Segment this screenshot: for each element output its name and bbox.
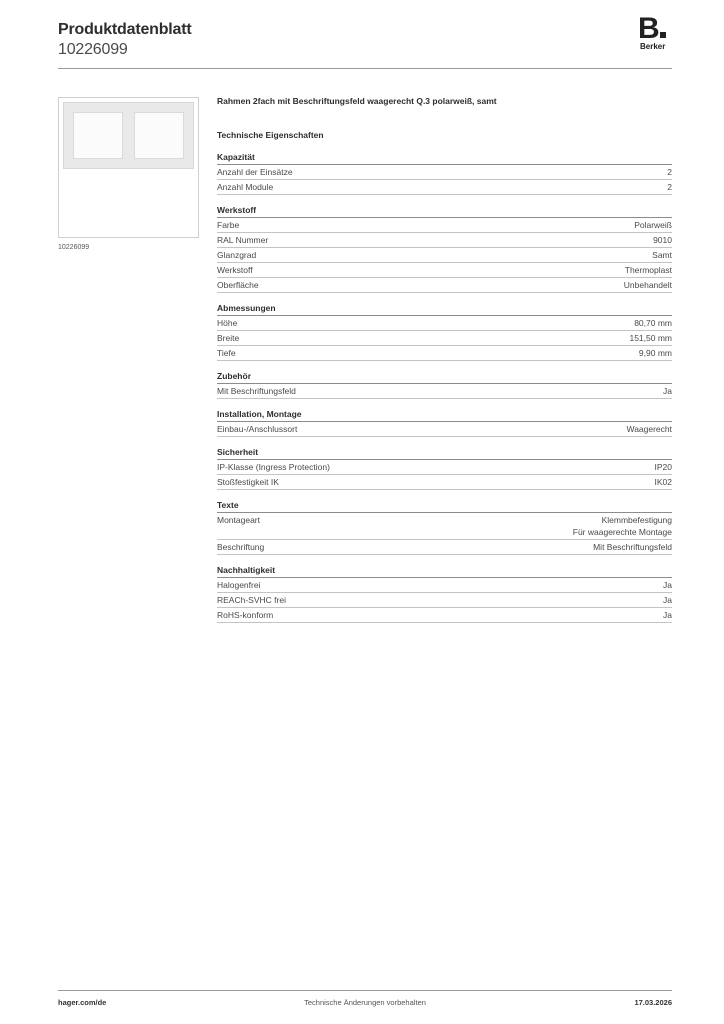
spec-row <box>217 248 672 263</box>
spec-row <box>217 180 672 195</box>
spec-row <box>217 384 672 399</box>
spec-section <box>217 447 672 490</box>
spec-row <box>217 422 672 437</box>
spec-label: REACh-SVHC frei <box>217 595 286 605</box>
header-divider <box>58 68 672 69</box>
spec-value-line: Ja <box>663 610 672 620</box>
spec-row <box>217 513 672 540</box>
spec-value-line: Unbehandelt <box>623 280 672 290</box>
product-image <box>58 97 199 238</box>
spec-value <box>663 609 672 621</box>
spec-section <box>217 205 672 293</box>
frame-opening-left <box>73 112 123 159</box>
spec-value <box>624 279 672 291</box>
spec-label: Beschriftung <box>217 542 265 552</box>
spec-label: Mit Beschriftungsfeld <box>217 386 296 396</box>
spec-value <box>634 219 672 231</box>
spec-label: Einbau-/Anschlussort <box>217 424 298 434</box>
spec-value-line: Ja <box>663 580 672 590</box>
spec-label: Tiefe <box>217 348 236 358</box>
footer-disclaimer: Technische Änderungen vorbehalten <box>304 998 426 1007</box>
page-title: Produktdatenblatt <box>58 21 192 38</box>
spec-row <box>217 540 672 555</box>
spec-value-line: Klemmbefestigung <box>601 515 672 525</box>
spec-value-line: 9,90 mm <box>638 348 672 358</box>
spec-value <box>667 181 672 193</box>
spec-row <box>217 346 672 361</box>
spec-value-line: 9010 <box>653 235 672 245</box>
spec-label: Höhe <box>217 318 238 328</box>
spec-row <box>217 331 672 346</box>
spec-row <box>217 218 672 233</box>
spec-row <box>217 278 672 293</box>
spec-value-line: 80,70 mm <box>634 318 672 328</box>
title-block <box>58 20 192 59</box>
spec-label: Stoßfestigkeit IK <box>217 477 279 487</box>
spec-row <box>217 593 672 608</box>
footer-date: 17.03.2026 <box>634 998 672 1007</box>
section-title: Nachhaltigkeit <box>217 565 672 578</box>
section-title: Installation, Montage <box>217 409 672 422</box>
spec-value <box>593 541 672 553</box>
section-title: Zubehör <box>217 371 672 384</box>
spec-section <box>217 500 672 555</box>
section-title: Sicherheit <box>217 447 672 460</box>
spec-value <box>655 476 673 488</box>
logo-letter: B <box>638 16 674 42</box>
spec-value-line: Polarweiß <box>634 220 672 230</box>
spec-value-line: Mit Beschriftungsfeld <box>593 542 672 552</box>
frame-opening-right <box>134 112 184 159</box>
spec-value <box>663 594 672 606</box>
spec-value-line: Ja <box>663 595 672 605</box>
spec-label: Werkstoff <box>217 265 253 275</box>
spec-value-line: Ja <box>663 386 672 396</box>
spec-section <box>217 565 672 623</box>
spec-sections <box>217 152 672 623</box>
frame-illustration <box>63 102 194 169</box>
spec-value-line: Waagerecht <box>626 424 672 434</box>
spec-row <box>217 263 672 278</box>
spec-row <box>217 578 672 593</box>
spec-label: RAL Nummer <box>217 235 269 245</box>
spec-label: Montageart <box>217 515 260 525</box>
spec-value-line: IK02 <box>654 477 672 487</box>
spec-label: IP-Klasse (Ingress Protection) <box>217 462 330 472</box>
spec-value <box>634 317 672 329</box>
spec-value <box>639 347 672 359</box>
spec-label: Anzahl der Einsätze <box>217 167 293 177</box>
spec-row <box>217 475 672 490</box>
spec-value <box>652 249 672 261</box>
spec-value <box>655 461 673 473</box>
section-title: Kapazität <box>217 152 672 165</box>
spec-label: Glanzgrad <box>217 250 257 260</box>
spec-value <box>629 332 672 344</box>
logo-dot <box>660 32 666 38</box>
image-caption: 10226099 <box>58 244 90 251</box>
spec-section <box>217 303 672 361</box>
spec-value <box>653 234 672 246</box>
section-heading: Technische Eigenschaften <box>217 130 324 140</box>
product-name: Rahmen 2fach mit Beschriftungsfeld waagerecht Q.3 polarweiß, samt <box>217 96 497 106</box>
spec-value <box>626 423 672 435</box>
spec-label: Anzahl Module <box>217 182 274 192</box>
berker-logo <box>638 12 674 52</box>
spec-value <box>625 264 672 276</box>
product-content <box>217 94 672 633</box>
spec-value <box>663 579 672 591</box>
footer-website[interactable]: hager.com/de <box>58 998 107 1007</box>
section-title: Abmessungen <box>217 303 672 316</box>
spec-value-line: Für waagerechte Montage <box>572 527 672 537</box>
spec-section <box>217 152 672 195</box>
spec-row <box>217 460 672 475</box>
spec-row <box>217 165 672 180</box>
spec-row <box>217 608 672 623</box>
spec-label: Farbe <box>217 220 240 230</box>
spec-label: Halogenfrei <box>217 580 261 590</box>
spec-value <box>663 385 672 397</box>
spec-label: Oberfläche <box>217 280 259 290</box>
spec-value-line: 2 <box>667 182 672 192</box>
spec-label: Breite <box>217 333 240 343</box>
section-title: Werkstoff <box>217 205 672 218</box>
spec-value-line: Thermoplast <box>624 265 672 275</box>
spec-row <box>217 316 672 331</box>
spec-value-line: Samt <box>652 250 672 260</box>
spec-section <box>217 409 672 437</box>
spec-section <box>217 371 672 399</box>
spec-value-line: 2 <box>667 167 672 177</box>
spec-row <box>217 233 672 248</box>
article-number: 10226099 <box>58 41 128 58</box>
logo-name: Berker <box>640 42 666 51</box>
spec-value-line: 151,50 mm <box>629 333 672 343</box>
spec-value <box>667 166 672 178</box>
spec-value-line: IP20 <box>654 462 672 472</box>
footer-divider <box>58 990 672 991</box>
section-title: Texte <box>217 500 672 513</box>
spec-value <box>573 514 672 538</box>
spec-label: RoHS-konform <box>217 610 274 620</box>
